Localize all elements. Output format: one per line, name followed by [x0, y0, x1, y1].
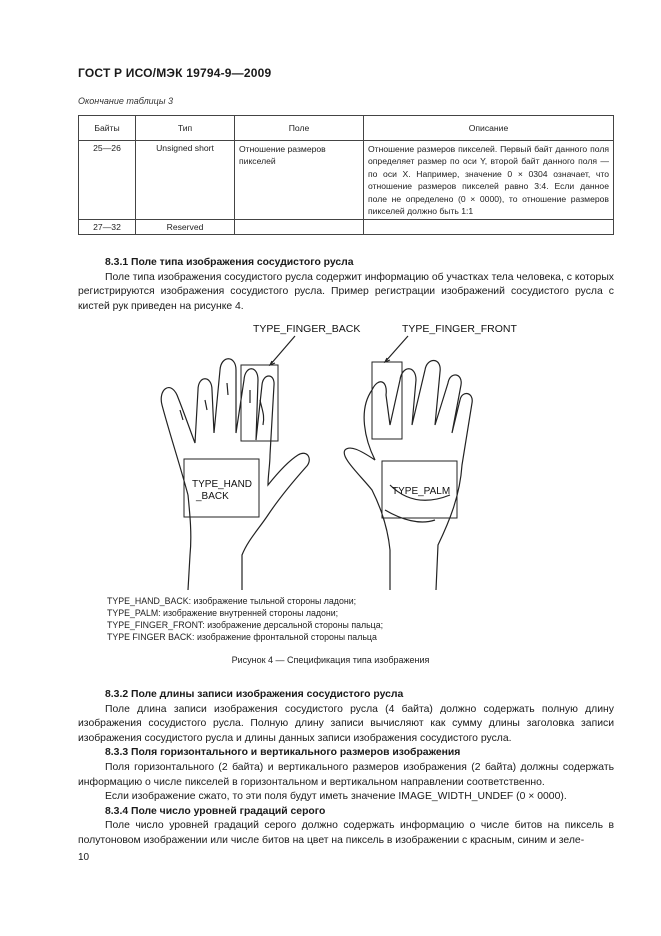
table-header-row: [79, 116, 614, 141]
table-row: [79, 141, 614, 220]
section-heading: 8.3.1 Поле типа изображения сосудистого русла: [105, 257, 354, 268]
label-finger-front: TYPE_FINGER_FRONT: [402, 323, 517, 335]
table-caption: Окончание таблицы 3: [78, 96, 173, 106]
cell-bytes: 27—32: [79, 220, 136, 235]
label-finger-back: TYPE_FINGER_BACK: [253, 323, 361, 335]
figure-legend: [107, 595, 383, 643]
legend-item: TYPE_FINGER_FRONT: изображение дерсальной стороны пальца;: [107, 620, 384, 630]
section-text: Поле типа изображения сосудистого русла содержит информацию об участках тела человека, с которых регистрируются изображения сосудистого русла. Пример регистрации изображений сосудистого русла с кистей рук приведен на рисунке 4.: [78, 271, 614, 312]
section-heading: 8.3.2 Поле длины записи изображения сосудистого русла: [105, 689, 404, 700]
cell-field: [235, 220, 364, 235]
label-palm: TYPE_PALM: [392, 486, 451, 497]
label-hand-back-line1: TYPE_HAND: [192, 479, 253, 490]
legend-item: TYPE_HAND_BACK: изображение тыльной стороны ладони;: [107, 596, 357, 606]
cell-description: [364, 220, 614, 235]
cell-type: Reserved: [136, 220, 235, 235]
section-8-3-2: [78, 688, 614, 849]
cell-field: Отношение размеров пикселей: [235, 141, 364, 220]
col-header-type: Тип: [136, 116, 235, 141]
cell-bytes: 25—26: [79, 141, 136, 220]
page-number: 10: [78, 852, 90, 863]
legend-item: TYPE FINGER BACK: изображение фронтальной стороны пальца: [107, 632, 377, 642]
section-text: Если изображение сжато, то эти поля будут иметь значение IMAGE_WIDTH_UNDEF (0 × 0000).: [105, 791, 567, 803]
cell-description: Отношение размеров пикселей. Первый байт данного поля определяет размер по оси Y, второй байт данного поля — по оси X. Например, значение 0 × 0304 означает, что отношение размеров пикселей равно 3:4. Если данное поле не определено (0 × 0000), то отношение размеров пикселей должно быть 1:1: [364, 141, 614, 220]
col-header-field: Поле: [235, 116, 364, 141]
hand-back-drawing: [161, 359, 309, 590]
section-heading: 8.3.3 Поля горизонтального и вертикального размеров изображения: [105, 747, 461, 759]
table-row: [79, 220, 614, 235]
col-header-description: Описание: [364, 116, 614, 141]
hand-figure: [150, 315, 530, 595]
pointer-line: [385, 336, 408, 362]
palm-drawing: [344, 360, 472, 590]
section-text: Поле число уровней градаций серого должно содержать информацию о числе битов на пиксель в полутоновом изображении или числе битов на цвет на пиксель в изображении с красным, синим и зеле-: [78, 820, 614, 846]
pointer-line: [270, 336, 295, 365]
legend-item: TYPE_PALM: изображение внутренней стороны ладони;: [107, 608, 339, 618]
section-text: Поля горизонтального (2 байта) и вертикального размеров изображения (2 байта) должны содержать информацию о числе пикселей в горизонтальном и вертикальном направлении соответственно.: [78, 761, 614, 788]
cell-type: Unsigned short: [136, 141, 235, 220]
figure-caption: Рисунок 4 — Спецификация типа изображения: [231, 655, 430, 665]
section-heading: 8.3.4 Поле число уровней градаций серого: [105, 805, 326, 817]
section-text: Поле длина записи изображения сосудистого русла (4 байта) должно содержать полную длину изображения сосудистого русла. Полную длину записи вычисляют как сумму длины заголовка записи изображения сосудистого русла и длины данных записи изображения сосудистого русла.: [78, 703, 614, 744]
col-header-bytes: Байты: [79, 116, 136, 141]
spec-table: [78, 115, 614, 235]
label-hand-back-line2: _BACK: [196, 491, 229, 502]
document-header: ГОСТ Р ИСО/МЭК 19794-9—2009: [78, 66, 272, 80]
section-8-3-1: [78, 256, 614, 314]
